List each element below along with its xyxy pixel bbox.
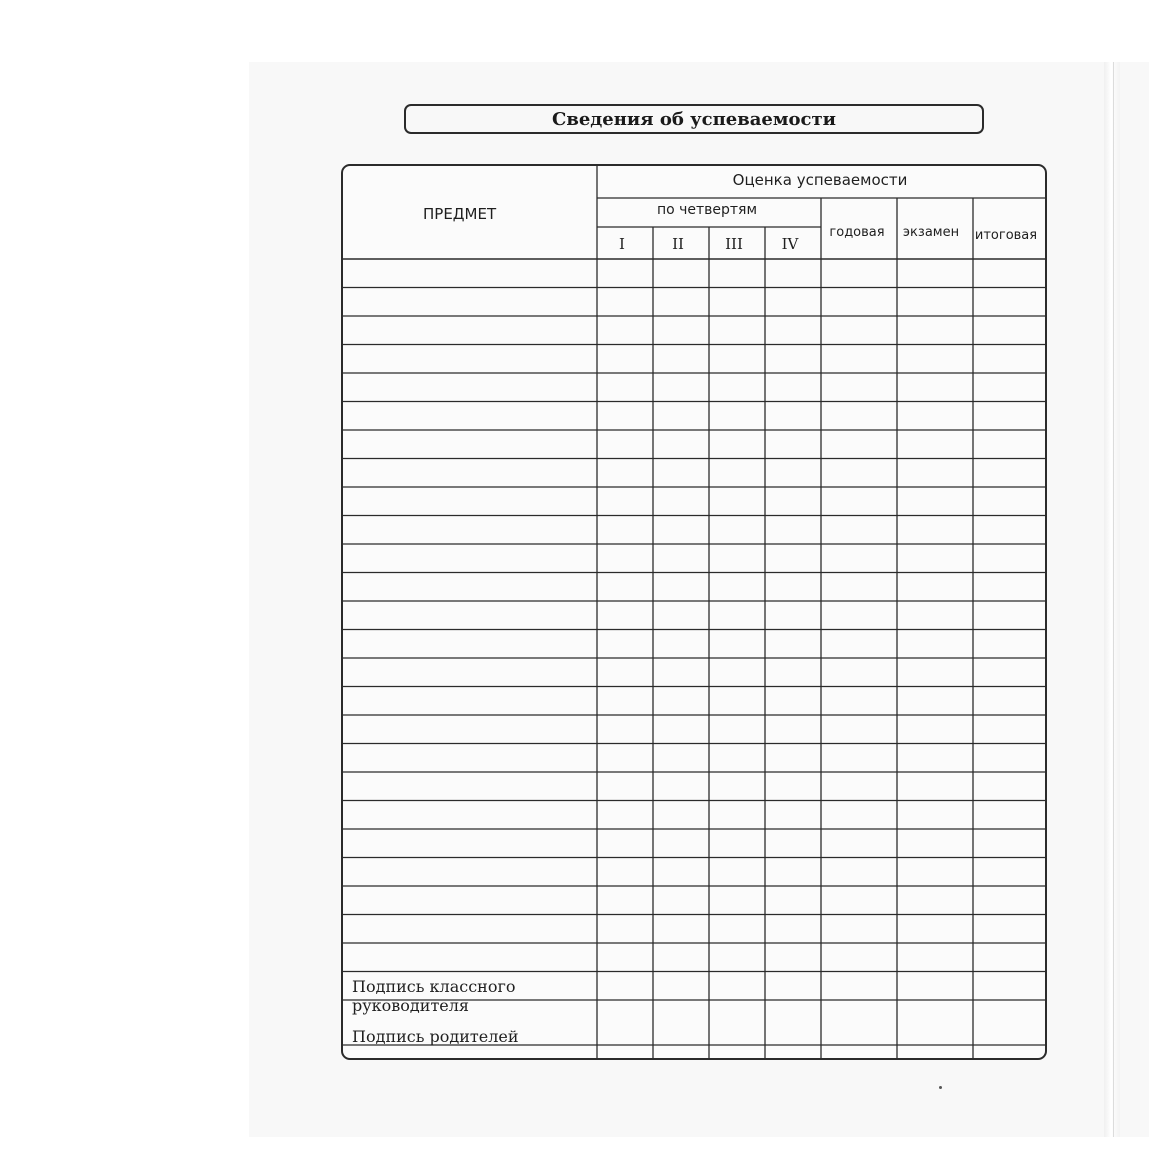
paper-speck bbox=[939, 1086, 942, 1089]
quarter-header-4: IV bbox=[781, 235, 799, 253]
exam-header: экзамен bbox=[902, 225, 960, 240]
parents-signature-label: Подпись родителей bbox=[352, 1027, 519, 1046]
spine-fold-line bbox=[1113, 62, 1114, 1137]
teacher-signature-label-line1: Подпись классного bbox=[352, 977, 516, 996]
quarter-header-2: II bbox=[672, 235, 684, 253]
quarter-header-1: I bbox=[619, 235, 625, 253]
quarters-group-header: по четвертям bbox=[656, 202, 758, 218]
subject-header: ПРЕДМЕТ bbox=[423, 205, 497, 223]
yearly-header: годовая bbox=[829, 225, 885, 240]
page-spine bbox=[1104, 62, 1120, 1137]
grade-group-header: Оценка успеваемости bbox=[732, 171, 908, 189]
grades-table-grid bbox=[343, 166, 1047, 1060]
grades-table bbox=[341, 164, 1047, 1060]
final-header: итоговая bbox=[974, 228, 1038, 243]
page-title bbox=[404, 104, 984, 134]
page-title-text: Сведения об успеваемости bbox=[552, 108, 836, 130]
teacher-signature-label-line2: руководителя bbox=[352, 996, 470, 1015]
quarter-header-3: III bbox=[725, 235, 743, 253]
